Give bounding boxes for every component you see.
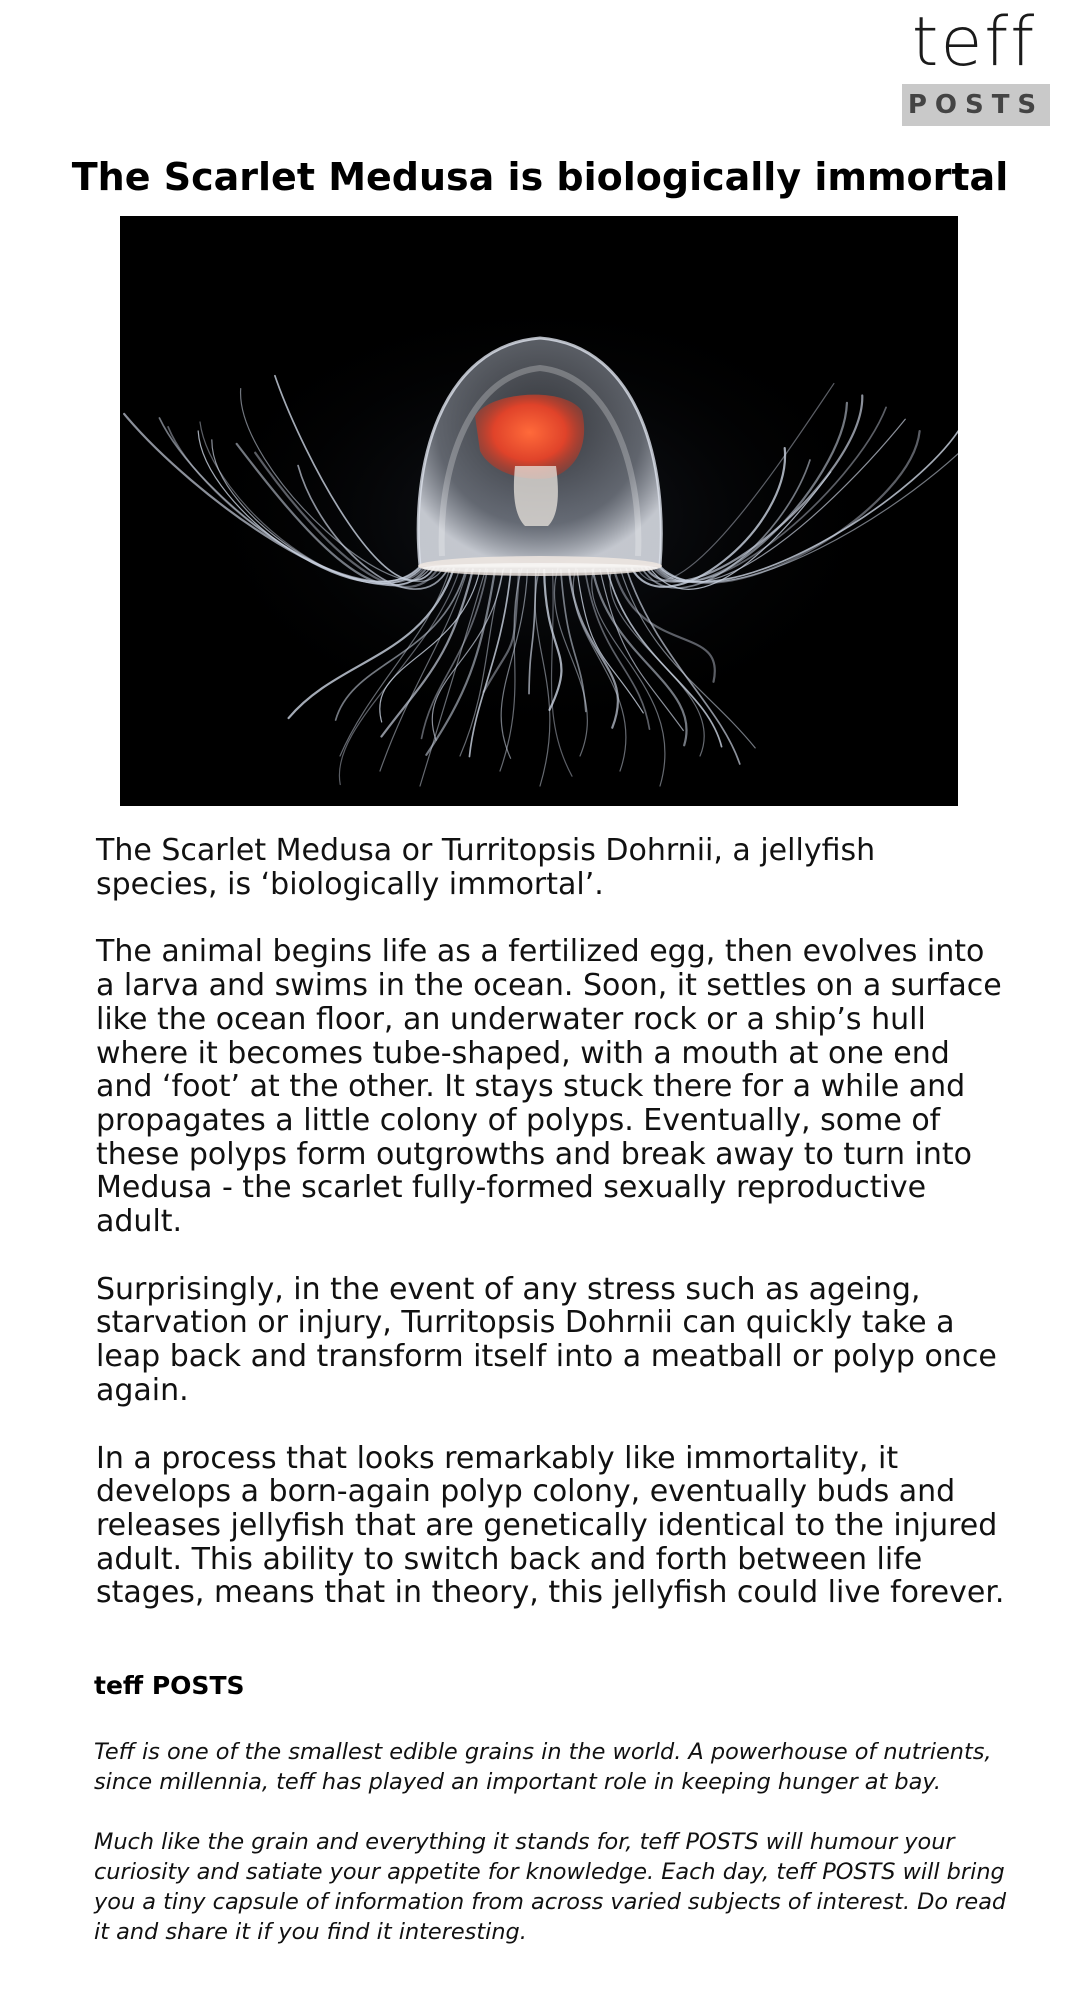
logo-band [902, 84, 1050, 126]
logo-wordmark: teff [911, 3, 1037, 82]
teff-posts-logo [893, 0, 1055, 130]
footer-heading: teff POSTS [94, 1671, 245, 1700]
article-paragraph: The animal begins life as a fertilized egg, then evolves into a larva and swims in the ocean. Soon, it settles on a surface like the ocean floor, an underwater rock or a ship’s hull where it becomes tube-shaped, with a mouth at one end and ‘foot’ at the other. It stays stuck there for a while and propagates a little colony of polyps. Eventually, some of these polyps form outgrowths and break away to turn into Medusa - the scarlet fully-formed sexually reproductive adult. [96, 934, 1002, 1240]
logo-posts-label: POSTS [907, 90, 1045, 120]
article-paragraph: In a process that looks remarkably like immortality, it develops a born-again polyp colony, eventually buds and releases jellyfish that are genetically identical to the injured adult. This ability to switch back and forth between life stages, means that in theory, this jellyfish could live forever. [96, 1440, 1005, 1611]
article-paragraph: The Scarlet Medusa or Turritopsis Dohrnii, a jellyfish species, is ‘biologically immortal’. [96, 833, 876, 902]
hero-image [120, 216, 958, 806]
article-paragraph: Surprisingly, in the event of any stress such as ageing, starvation or injury, Turritopsis Dohrnii can quickly take a leap back and transform itself into a meatball or polyp once again. [96, 1271, 997, 1408]
page-title: The Scarlet Medusa is biologically immortal [71, 155, 1009, 199]
footer-paragraph: Much like the grain and everything it stands for, teff POSTS will humour your curiosity and satiate your appetite for knowledge. Each day, teff POSTS will bring you a tiny capsule of information from across varied subjects of interest. Do read it and share it if you find it interesting. [94, 1829, 1007, 1945]
article-body [96, 834, 1006, 1644]
footer-paragraph: Teff is one of the smallest edible grains in the world. A powerhouse of nutrients, since millennia, teff has played an important role in keeping hunger at bay. [94, 1739, 992, 1795]
jellyfish-photo-icon [120, 216, 958, 806]
footer-about [94, 1737, 1014, 1977]
